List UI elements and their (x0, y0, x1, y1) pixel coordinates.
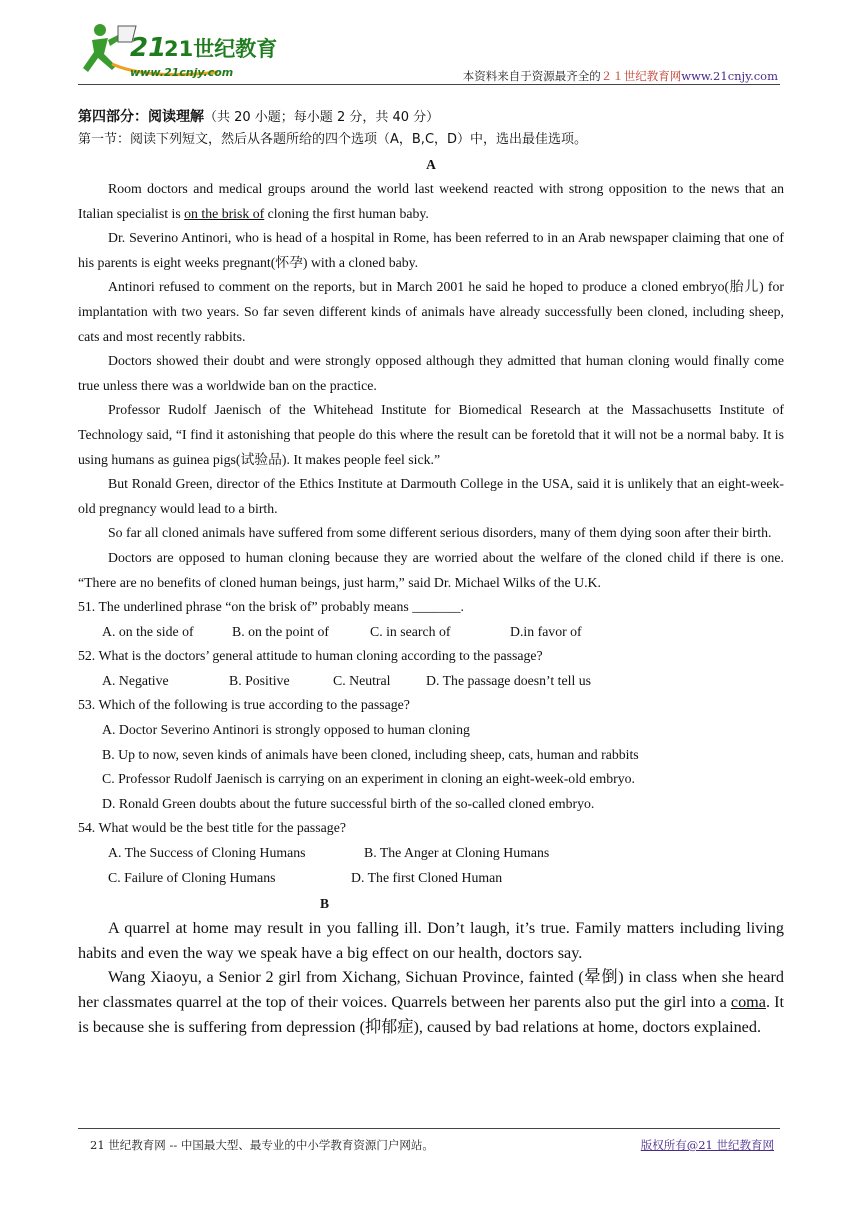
options-row (78, 620, 784, 645)
option-d: D.in favor of (510, 623, 582, 639)
option-a: A. The Success of Cloning Humans (108, 845, 306, 861)
question-54 (78, 816, 784, 890)
option-c: C. Failure of Cloning Humans (108, 869, 276, 885)
option-d: D. The first Cloned Human (351, 869, 503, 885)
passage-a-paragraph: Doctors showed their doubt and were strongly opposed although they admitted that human cloning would finally come true unless there was a worldwide ban on the practice. (78, 353, 784, 393)
option-a: A. Negative (102, 672, 169, 688)
footer-divider (78, 1128, 780, 1129)
question-stem: 51. The underlined phrase “on the brisk of” probably means _______. (78, 599, 464, 615)
passage-a-paragraph: Room doctors and medical groups around the world last weekend reacted with strong opposition to the news that an Italian specialist is on the brisk of cloning the first human baby. (78, 181, 784, 221)
underlined-word: coma (730, 993, 766, 1011)
passage-a-label: A (426, 157, 436, 172)
copyright-link[interactable]: 版权所有@21 世纪教育网 (640, 1138, 774, 1152)
passage-b-label: B (320, 896, 330, 912)
question-stem: 53. Which of the following is true according to the passage? (78, 697, 410, 713)
option-d: D. Ronald Green doubts about the future successful birth of the so-called cloned embryo. (102, 795, 595, 811)
question-52 (78, 644, 784, 693)
underlined-phrase: on the brisk of (184, 205, 265, 221)
passage-a-paragraph: Antinori refused to comment on the reports, but in March 2001 he said he hoped to produce a cloned embryo(胎儿) for implantation with two years. So far seven different kinds of animals have already successfully been cloned, including sheep, cats and most recently rabbits. (78, 279, 784, 344)
option-b: B. on the point of (232, 623, 329, 639)
question-53 (78, 693, 784, 816)
passage-a-paragraph: Dr. Severino Antinori, who is head of a hospital in Rome, has been referred to in an Arab newspaper claiming that one of his parents is eight weeks pregnant(怀孕) with a cloned baby. (78, 230, 784, 270)
options-row (78, 866, 784, 891)
header-url[interactable]: www.21cnjy.com (681, 69, 778, 83)
option-b: B. Positive (229, 672, 290, 688)
header-note: 本资料来自于资源最齐全的２１世纪教育网www.21cnjy.com (462, 69, 778, 83)
question-stem: 54. What would be the best title for the passage? (78, 820, 346, 836)
option-c: C. in search of (370, 623, 451, 639)
section-title: 第四部分：阅读理解（共 20 小题；每小题 2 分，共 40 分） (78, 109, 440, 125)
svg-text:21: 21 (130, 33, 167, 63)
option-d: D. The passage doesn’t tell us (426, 672, 592, 688)
options-row (78, 669, 784, 694)
passage-b-paragraph: Wang Xiaoyu, a Senior 2 girl from Xichang, Sichuan Province, fainted (晕倒) in class when she heard her classmates quarrel at the top of their voices. Quarrels between her parents also put the girl into a coma. It is because she is suffering from depression (抑郁症), caused by bad relations at home, doctors explained. (78, 968, 784, 1036)
passage-b (78, 916, 784, 1039)
passage-a (78, 177, 784, 595)
option-a: A. on the side of (102, 623, 194, 639)
passage-a-paragraph: So far all cloned animals have suffered from some different serious disorders, many of them dying soon after their birth. (108, 525, 772, 541)
option-a: A. Doctor Severino Antinori is strongly opposed to human cloning (102, 722, 470, 738)
section-instruction: 第一节：阅读下列短文，然后从各题所给的四个选项（A，B,C，D）中，选出最佳选项。 (78, 132, 588, 147)
passage-a-paragraph: But Ronald Green, director of the Ethics Institute at Darmouth College in the USA, said it is unlikely that an eight-week-old pregnancy would lead to a birth. (78, 476, 784, 516)
document-body (78, 106, 784, 1039)
option-b: B. Up to now, seven kinds of animals have been cloned, including sheep, cats, human and rabbits (102, 746, 639, 762)
page-header (78, 20, 780, 86)
svg-text:www.21cnjy.com: www.21cnjy.com (130, 66, 234, 79)
options-row (78, 841, 784, 866)
footer-text: 21 世纪教育网 -- 中国最大型、最专业的中小学教育资源门户网站。 (90, 1138, 434, 1152)
question-stem: 52. What is the doctors’ general attitude to human cloning according to the passage? (78, 648, 543, 664)
question-51 (78, 595, 784, 644)
site-logo (78, 20, 288, 84)
option-c: C. Neutral (333, 672, 391, 688)
svg-text:21世纪教育: 21世纪教育 (164, 37, 278, 61)
header-divider (78, 84, 780, 85)
passage-b-paragraph: A quarrel at home may result in you falling ill. Don’t laugh, it’s true. Family matters including living habits and even the way we speak have a big effect on our health, doctors say. (78, 919, 784, 962)
option-c: C. Professor Rudolf Jaenisch is carrying on an experiment in cloning an eight-week-old embryo. (102, 771, 635, 787)
passage-a-paragraph: Professor Rudolf Jaenisch of the Whitehead Institute for Biomedical Research at the Massachusetts Institute of Technology said, “I find it astonishing that people do this where the result can be foretold that it will not be a normal baby. It is using humans as guinea pigs(试验品). It makes people feel sick.” (78, 402, 784, 467)
passage-a-paragraph: Doctors are opposed to human cloning because they are worried about the welfare of the cloned child if there is one. “There are no benefits of cloned human beings, just harm,” said Dr. Michael Wilks of the U.K. (78, 549, 784, 590)
option-b: B. The Anger at Cloning Humans (364, 845, 550, 861)
